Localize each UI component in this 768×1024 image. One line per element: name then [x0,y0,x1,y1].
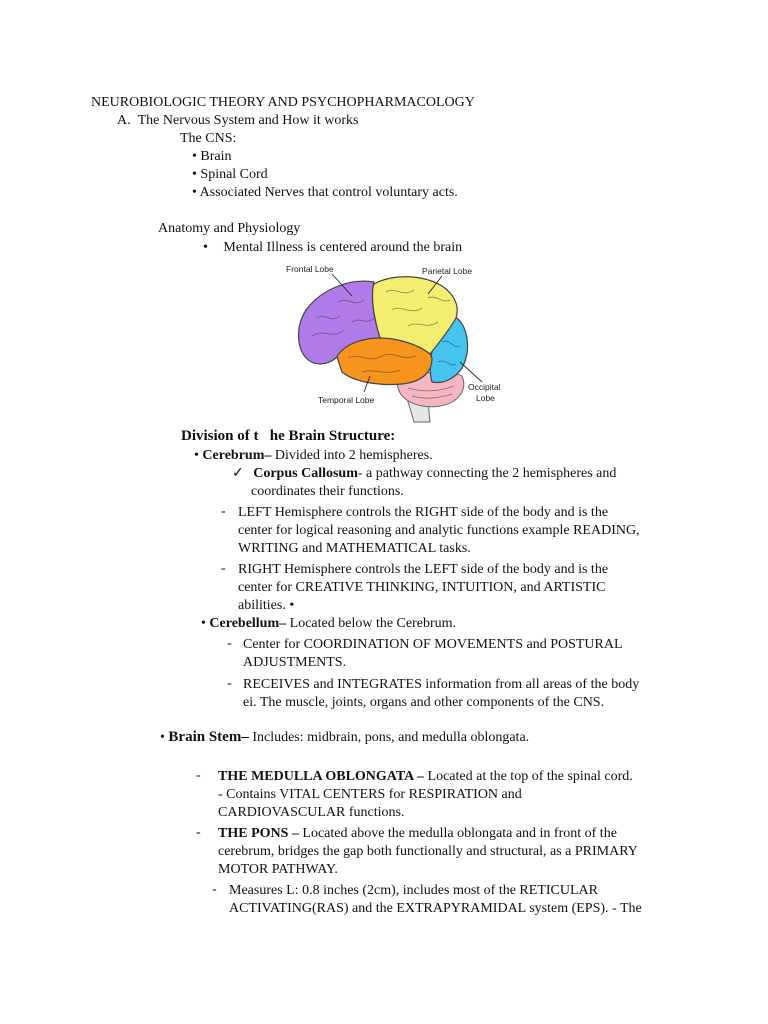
bullet-glyph: • [192,149,197,164]
division-heading: Division of t he Brain Structure: [181,428,396,444]
corpus-callosum-cont: coordinates their functions. [251,484,404,499]
left-hemisphere-line-3: WRITING and MATHEMATICAL tasks. [238,541,471,556]
dash-glyph: - [196,768,201,783]
medulla-line-1: THE MEDULLA OBLONGATA – Located at the top of the spinal cord. [218,769,633,784]
right-hemisphere-line-3: abilities. • [238,598,295,613]
receives-line-1: RECEIVES and INTEGRATES information from all areas of the body [243,677,640,692]
pons-term: THE PONS – [218,826,299,841]
brain-diagram [282,258,512,428]
list-item: • Spinal Cord [192,167,268,182]
list-item: • Brain [192,149,232,164]
checkmark-icon: ✓ [232,466,244,481]
brain-stem-item: • Brain Stem– Includes: midbrain, pons, and medulla oblongata. [160,729,530,745]
left-hemisphere-line-2: center for logical reasoning and analytic functions example READING, [238,523,640,538]
bullet-glyph: • [194,448,199,463]
brain-lobes-figure [282,258,512,428]
cerebellum-term: Cerebellum– [209,616,287,631]
dash-glyph: - [221,561,226,576]
anatomy-bullet: • Mental Illness is centered around the brain [203,240,463,255]
label-parietal-lobe: Parietal Lobe [422,266,473,276]
right-hemisphere-line-2: center for CREATIVE THINKING, INTUITION, and ARTISTIC [238,580,606,595]
bullet-glyph: • [192,167,197,182]
dash-glyph: - [221,504,226,519]
bullet-glyph: • [160,730,165,745]
coordination-line-2: ADJUSTMENTS. [243,655,347,670]
cerebrum-term: Cerebrum– [202,448,272,463]
medulla-line-2: - Contains VITAL CENTERS for RESPIRATION and [218,787,522,802]
cns-title: The CNS: [180,131,237,146]
dash-glyph: - [227,676,232,691]
coordination-line-1: Center for COORDINATION OF MOVEMENTS and POSTURAL [243,637,623,652]
receives-line-2: ei. The muscle, joints, organs and other components of the CNS. [243,695,605,710]
anatomy-title: Anatomy and Physiology [158,221,301,236]
label-frontal-lobe: Frontal Lobe [286,264,334,274]
right-hemisphere-line-1: RIGHT Hemisphere controls the LEFT side of the body and is the [238,562,609,577]
dash-glyph: - [212,882,217,897]
cerebrum-item: • Cerebrum– Divided into 2 hemispheres. [194,448,433,463]
brain-stem-term: Brain Stem– [168,729,249,745]
measures-line-1: Measures L: 0.8 inches (2cm), includes most of the RETICULAR [229,883,598,898]
medulla-line-3: CARDIOVASCULAR functions. [218,805,405,820]
bullet-glyph: • [192,185,197,200]
label-occipital-lobe-line-1: Occipital [468,382,501,392]
dash-glyph: - [196,825,201,840]
corpus-callosum-term: Corpus Callosum [253,466,358,481]
left-hemisphere-line-1: LEFT Hemisphere controls the RIGHT side of the body and is the [238,505,609,520]
section-a-heading: A. The Nervous System and How it works [117,113,359,128]
medulla-term: THE MEDULLA OBLONGATA – [218,769,425,784]
measures-line-2: ACTIVATING(RAS) and the EXTRAPYRAMIDAL system (EPS). - The [229,901,642,916]
dash-glyph: - [227,636,232,651]
bullet-glyph: • [201,616,206,631]
document-title: NEUROBIOLOGIC THEORY AND PSYCHOPHARMACOLOGY [91,95,475,110]
pons-line-2: cerebrum, bridges the gap both functionally and structural, as a PRIMARY [218,844,638,859]
bullet-glyph: • [203,240,208,255]
label-occipital-lobe-line-2: Lobe [476,393,495,403]
cerebellum-item: • Cerebellum– Located below the Cerebrum. [201,616,457,631]
label-temporal-lobe: Temporal Lobe [318,395,375,405]
pons-line-1: THE PONS – Located above the medulla oblongata and in front of the [218,826,617,841]
pons-line-3: MOTOR PATHWAY. [218,862,338,877]
corpus-callosum-item: ✓ Corpus Callosum- a pathway connecting the 2 hemispheres and [232,466,617,481]
list-item: • Associated Nerves that control voluntary acts. [192,185,458,200]
